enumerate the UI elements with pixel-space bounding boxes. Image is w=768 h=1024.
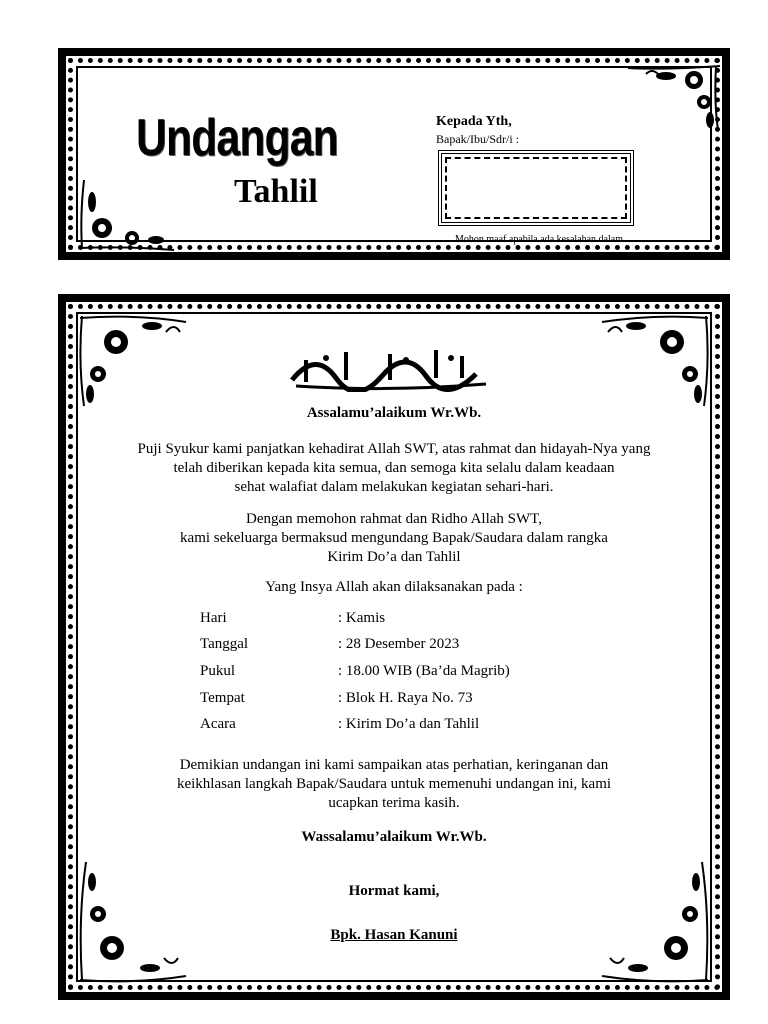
bismillah-calligraphy-icon <box>286 340 494 392</box>
detail-label: Tanggal <box>200 636 249 652</box>
closing-line-1: Demikian undangan ini kami sampaikan atas perhatian, keringanan dan <box>179 757 609 773</box>
invitation-card <box>58 294 730 1000</box>
floral-corner-bottom-left-icon <box>76 176 176 252</box>
request-line-1: Dengan memohon rahmat dan Ridho Allah SWT, <box>246 511 542 527</box>
signatory-name: Bpk. Hasan Kanuni <box>330 927 458 943</box>
regards: Hormat kami, <box>348 883 440 899</box>
detail-value: : 28 Desember 2023 <box>338 636 460 652</box>
detail-value: : 18.00 WIB (Ba’da Magrib) <box>338 663 510 679</box>
closing-line-3: ucapkan terima kasih. <box>328 795 460 811</box>
intro-line-2: telah diberikan kepada kita semua, dan semoga kita selalu dalam keadaan <box>173 460 615 476</box>
intro-line-3: sehat walafiat dalam melakukan kegiatan sehari-hari. <box>234 479 554 495</box>
request-line-3: Kirim Do’a dan Tahlil <box>327 549 461 565</box>
intro-line-1: Puji Syukur kami panjatkan kehadirat Allah SWT, atas rahmat dan hidayah-Nya yang <box>137 441 651 457</box>
address-box <box>438 150 634 226</box>
page-title: Undangan <box>136 109 338 167</box>
detail-label: Hari <box>200 610 227 626</box>
recipient-label: Bapak/Ibu/Sdr/i : <box>436 132 519 146</box>
floral-corner-top-right-icon <box>626 62 722 132</box>
detail-label: Pukul <box>200 663 236 679</box>
schedule-intro: Yang Insya Allah akan dilaksanakan pada : <box>265 579 523 595</box>
detail-value: : Kirim Do’a dan Tahlil <box>338 716 480 732</box>
floral-corner-top-right-icon <box>600 312 712 408</box>
addressee-heading: Kepada Yth, <box>436 114 512 129</box>
apology-note: Mohon maaf apabila ada kesalahan dalam <box>455 234 623 245</box>
detail-label: Acara <box>200 716 236 732</box>
closing-line-2: keikhlasan langkah Bapak/Saudara untuk memenuhi undangan ini, kami <box>176 776 612 792</box>
floral-corner-bottom-left-icon <box>76 858 188 984</box>
page-subtitle: Tahlil <box>234 173 318 210</box>
detail-value: : Blok H. Raya No. 73 <box>338 690 473 706</box>
request-line-2: kami sekeluarga bermaksud mengundang Bapak/Saudara dalam rangka <box>180 530 608 546</box>
farewell: Wassalamu’alaikum Wr.Wb. <box>301 829 487 845</box>
envelope-card <box>58 48 730 260</box>
floral-corner-top-left-icon <box>76 312 188 408</box>
greeting: Assalamu’alaikum Wr.Wb. <box>306 405 482 421</box>
detail-value: : Kamis <box>338 610 386 626</box>
detail-label: Tempat <box>200 690 245 706</box>
floral-corner-bottom-right-icon <box>600 858 712 984</box>
